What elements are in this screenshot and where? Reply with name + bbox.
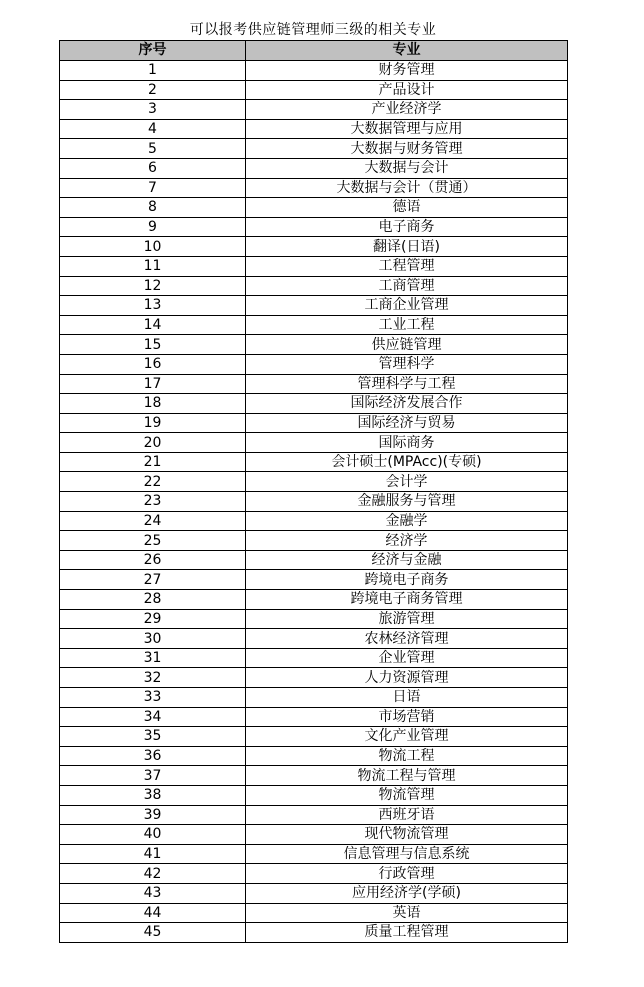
major-name-cell: 会计学 [246,472,568,492]
table-row [60,570,568,590]
major-name-cell: 产品设计 [246,80,568,100]
table-row [60,354,568,374]
table-row [60,315,568,335]
table-row [60,648,568,668]
major-name-cell: 管理科学 [246,354,568,374]
major-name-cell: 物流管理 [246,785,568,805]
row-number-cell: 12 [60,276,246,296]
row-number-cell: 1 [60,61,246,81]
major-name-cell: 会计硕士(MPAcc)(专硕) [246,452,568,472]
page-title: 可以报考供应链管理师三级的相关专业 [189,22,437,38]
row-number-cell: 26 [60,550,246,570]
row-number-cell: 7 [60,178,246,198]
table-row [60,472,568,492]
table-row [60,433,568,453]
major-name-cell: 大数据与会计（贯通） [246,178,568,198]
major-name-cell: 跨境电子商务管理 [246,590,568,610]
table-row [60,119,568,139]
row-number-cell: 15 [60,335,246,355]
major-name-cell: 经济学 [246,531,568,551]
row-number-cell: 24 [60,511,246,531]
table-header-row [60,41,568,61]
table-row [60,590,568,610]
row-number-cell: 14 [60,315,246,335]
major-name-cell: 大数据与财务管理 [246,139,568,159]
row-number-cell: 20 [60,433,246,453]
table-row [60,394,568,414]
table-row [60,844,568,864]
row-number-cell: 4 [60,119,246,139]
table-row [60,805,568,825]
major-name-cell: 现代物流管理 [246,825,568,845]
row-number-cell: 11 [60,256,246,276]
major-name-cell: 大数据与会计 [246,158,568,178]
major-name-cell: 金融服务与管理 [246,492,568,512]
row-number-cell: 23 [60,492,246,512]
row-number-cell: 13 [60,296,246,316]
major-name-cell: 工商管理 [246,276,568,296]
table-row [60,609,568,629]
row-number-cell: 40 [60,825,246,845]
row-number-cell: 9 [60,217,246,237]
table-row [60,374,568,394]
major-name-cell: 质量工程管理 [246,923,568,943]
table-row [60,80,568,100]
major-name-cell: 国际经济与贸易 [246,413,568,433]
row-number-cell: 3 [60,100,246,120]
major-name-cell: 应用经济学(学硕) [246,883,568,903]
table-row [60,452,568,472]
table-row [60,276,568,296]
table-row [60,668,568,688]
row-number-cell: 39 [60,805,246,825]
table-row [60,61,568,81]
table-row [60,746,568,766]
major-name-cell: 工程管理 [246,256,568,276]
major-name-cell: 工业工程 [246,315,568,335]
major-name-cell: 西班牙语 [246,805,568,825]
major-name-cell: 大数据管理与应用 [246,119,568,139]
table-row [60,198,568,218]
row-number-cell: 34 [60,707,246,727]
table-row [60,100,568,120]
table-row [60,629,568,649]
table-row [60,178,568,198]
table-row [60,707,568,727]
major-name-cell: 电子商务 [246,217,568,237]
table-row [60,785,568,805]
major-name-cell: 信息管理与信息系统 [246,844,568,864]
table-row [60,139,568,159]
major-name-cell: 文化产业管理 [246,727,568,747]
table-row [60,766,568,786]
column-header-major: 专业 [246,41,568,61]
majors-table [59,40,568,943]
major-name-cell: 金融学 [246,511,568,531]
row-number-cell: 10 [60,237,246,257]
major-name-cell: 财务管理 [246,61,568,81]
major-name-cell: 旅游管理 [246,609,568,629]
table-row [60,413,568,433]
table-row [60,825,568,845]
row-number-cell: 29 [60,609,246,629]
table-row [60,531,568,551]
row-number-cell: 22 [60,472,246,492]
major-name-cell: 物流工程 [246,746,568,766]
row-number-cell: 45 [60,923,246,943]
row-number-cell: 32 [60,668,246,688]
row-number-cell: 30 [60,629,246,649]
major-name-cell: 管理科学与工程 [246,374,568,394]
major-name-cell: 产业经济学 [246,100,568,120]
row-number-cell: 28 [60,590,246,610]
row-number-cell: 33 [60,688,246,708]
major-name-cell: 国际商务 [246,433,568,453]
row-number-cell: 8 [60,198,246,218]
row-number-cell: 16 [60,354,246,374]
row-number-cell: 18 [60,394,246,414]
table-row [60,923,568,943]
major-name-cell: 企业管理 [246,648,568,668]
row-number-cell: 37 [60,766,246,786]
row-number-cell: 19 [60,413,246,433]
table-body [60,61,568,943]
row-number-cell: 17 [60,374,246,394]
column-header-number: 序号 [60,41,246,61]
major-name-cell: 跨境电子商务 [246,570,568,590]
major-name-cell: 人力资源管理 [246,668,568,688]
major-name-cell: 供应链管理 [246,335,568,355]
row-number-cell: 42 [60,864,246,884]
major-name-cell: 物流工程与管理 [246,766,568,786]
table-row [60,492,568,512]
row-number-cell: 38 [60,785,246,805]
row-number-cell: 2 [60,80,246,100]
major-name-cell: 英语 [246,903,568,923]
row-number-cell: 5 [60,139,246,159]
major-name-cell: 德语 [246,198,568,218]
major-name-cell: 翻译(日语) [246,237,568,257]
row-number-cell: 36 [60,746,246,766]
table-row [60,335,568,355]
row-number-cell: 27 [60,570,246,590]
row-number-cell: 44 [60,903,246,923]
table-row [60,217,568,237]
major-name-cell: 工商企业管理 [246,296,568,316]
major-name-cell: 农林经济管理 [246,629,568,649]
table-row [60,256,568,276]
table-row [60,550,568,570]
table-row [60,727,568,747]
table-row [60,237,568,257]
row-number-cell: 25 [60,531,246,551]
major-name-cell: 日语 [246,688,568,708]
row-number-cell: 41 [60,844,246,864]
table-row [60,511,568,531]
table-row [60,296,568,316]
major-name-cell: 市场营销 [246,707,568,727]
row-number-cell: 35 [60,727,246,747]
row-number-cell: 6 [60,158,246,178]
table-row [60,158,568,178]
table-row [60,903,568,923]
row-number-cell: 31 [60,648,246,668]
row-number-cell: 21 [60,452,246,472]
table-row [60,883,568,903]
table-row [60,864,568,884]
major-name-cell: 经济与金融 [246,550,568,570]
major-name-cell: 行政管理 [246,864,568,884]
major-name-cell: 国际经济发展合作 [246,394,568,414]
row-number-cell: 43 [60,883,246,903]
table-row [60,688,568,708]
